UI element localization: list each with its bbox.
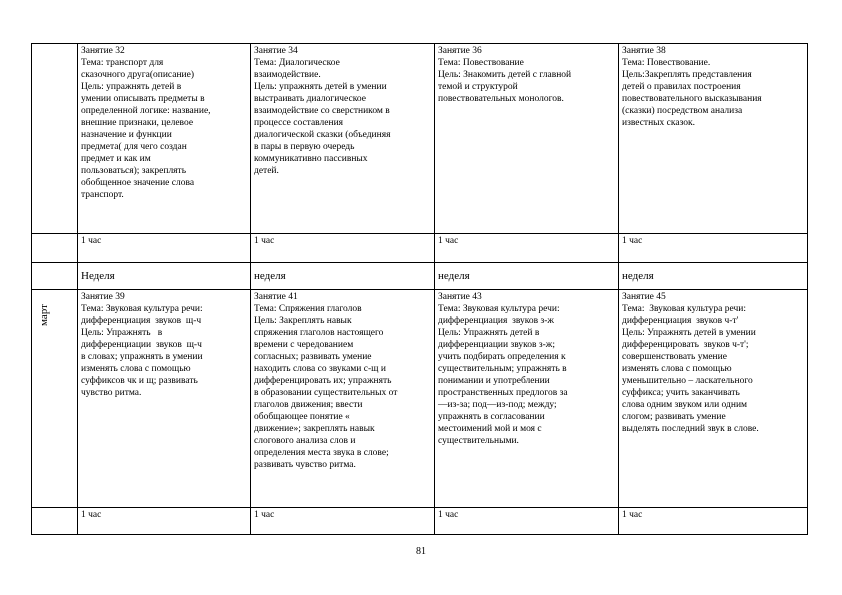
lesson-line: Тема: Звуковая культура речи: — [622, 304, 746, 314]
lesson-title: Занятие 39 — [81, 292, 125, 302]
lesson-plan-table — [31, 43, 808, 535]
lesson-line: глаголов движения; ввести — [254, 400, 363, 410]
lesson-line: существительным; упражнять в — [438, 364, 567, 374]
lesson-line: детей о правилах построения — [622, 82, 741, 92]
lesson-line: взаимодействие со сверстником в — [254, 106, 390, 116]
week-row — [32, 263, 808, 290]
lesson-line: процессе составления — [254, 118, 344, 128]
hours-cell: 1 час — [78, 234, 251, 263]
lesson-line: находить слова со звуками с-щ и — [254, 364, 386, 374]
lesson-line: местоимений мой и моя с — [438, 424, 542, 434]
lesson-line: повествовательного высказывания — [622, 94, 762, 104]
lesson-line: изменять слова с помощью — [622, 364, 732, 374]
hours-cell: 1 час — [435, 234, 619, 263]
month-cell-empty — [32, 234, 78, 263]
lesson-row-2 — [32, 290, 808, 508]
month-cell — [32, 290, 78, 508]
lesson-cell — [619, 44, 808, 234]
lesson-line: выстраивать диалогическое — [254, 94, 366, 104]
lesson-line: дифференциация звуков щ-ч — [81, 316, 202, 326]
lesson-line: известных сказок. — [622, 118, 696, 128]
month-cell-empty — [32, 508, 78, 535]
lesson-line: дифференцировать звуков ч-т'; — [622, 340, 749, 350]
lesson-line: слогового анализа слов и — [254, 436, 356, 446]
lesson-line: движение»; закреплять навык — [254, 424, 375, 434]
lesson-line: спряжения глаголов настоящего — [254, 328, 384, 338]
week-cell: неделя — [619, 263, 808, 290]
lesson-line: (сказки) посредством анализа — [622, 106, 743, 116]
lesson-title: Занятие 45 — [622, 292, 666, 302]
lesson-line: диалогической сказки (объединяя — [254, 130, 391, 140]
lesson-line: определения места звука в слове; — [254, 448, 389, 458]
lesson-line: согласных; развивать умение — [254, 352, 372, 362]
lesson-cell — [619, 290, 808, 508]
lesson-line: дифференциации звуков з-ж; — [438, 340, 555, 350]
lesson-cell — [78, 290, 251, 508]
lesson-cell — [251, 290, 435, 508]
lesson-line: в словах; упражнять в умении — [81, 352, 203, 362]
lesson-title: Занятие 41 — [254, 292, 298, 302]
lesson-line: —из-за; под—из-под; между; — [438, 400, 557, 410]
lesson-line: Тема: Повествование. — [622, 58, 711, 68]
lesson-line: коммуникативно пассивных — [254, 154, 368, 164]
lesson-line: Тема: Звуковая культура речи: — [438, 304, 560, 314]
lesson-line: Тема: Диалогическое — [254, 58, 340, 68]
lesson-title: Занятие 38 — [622, 46, 666, 56]
lesson-line: Цель: Закреплять навык — [254, 316, 352, 326]
lesson-line: изменять слова с помощью — [81, 364, 191, 374]
lesson-line: развивать чувство ритма. — [254, 460, 356, 470]
lesson-line: взаимодействие. — [254, 70, 321, 80]
lesson-row-1 — [32, 44, 808, 234]
hours-row-2 — [32, 508, 808, 535]
lesson-title: Занятие 32 — [81, 46, 125, 56]
month-cell-empty — [32, 263, 78, 290]
lesson-line: дифференцировать их; упражнять — [254, 376, 392, 386]
lesson-cell — [435, 44, 619, 234]
month-cell-empty — [32, 44, 78, 234]
lesson-line: Цель: Упражнять детей в — [438, 328, 540, 338]
lesson-line: чувство ритма. — [81, 388, 142, 398]
hours-cell: 1 час — [435, 508, 619, 535]
lesson-cell — [251, 44, 435, 234]
lesson-line: существительными. — [438, 436, 519, 446]
week-cell: неделя — [251, 263, 435, 290]
lesson-line: суффикса; учить заканчивать — [622, 388, 740, 398]
lesson-line: обобщенное значение слова — [81, 178, 195, 188]
lesson-line: Тема: Спряжения глаголов — [254, 304, 362, 314]
lesson-line: назначение и функции — [81, 130, 172, 140]
lesson-title: Занятие 43 — [438, 292, 482, 302]
lesson-line: пользоваться); закреплять — [81, 166, 187, 176]
hours-cell: 1 час — [619, 508, 808, 535]
lesson-line: выделять последний звук в слове. — [622, 424, 759, 434]
lesson-line: предмета( для чего создан — [81, 142, 187, 152]
month-label: март — [38, 304, 50, 326]
page-number: 81 — [416, 546, 426, 557]
lesson-title: Занятие 34 — [254, 46, 298, 56]
hours-cell: 1 час — [251, 508, 435, 535]
lesson-line: слогом; развивать умение — [622, 412, 726, 422]
hours-row-1 — [32, 234, 808, 263]
lesson-line: дифференциация звуков з-ж — [438, 316, 554, 326]
week-cell: неделя — [435, 263, 619, 290]
lesson-line: дифференциации звуков щ-ч — [81, 340, 202, 350]
lesson-line: учить подбирать определения к — [438, 352, 566, 362]
lesson-line: Цель: Упражнять в — [81, 328, 163, 338]
lesson-line: в образовании существительных от — [254, 388, 398, 398]
lesson-line: времени с чередованием — [254, 340, 354, 350]
lesson-cell — [435, 290, 619, 508]
hours-cell: 1 час — [619, 234, 808, 263]
lesson-line: обобщающее понятие « — [254, 412, 350, 422]
lesson-line: совершенствовать умение — [622, 352, 727, 362]
lesson-line: пространственных предлогов за — [438, 388, 568, 398]
lesson-line: Цель: упражнять детей в умении — [254, 82, 387, 92]
hours-cell: 1 час — [251, 234, 435, 263]
lesson-line: предмет и как им — [81, 154, 151, 164]
lesson-line: в пары в первую очередь — [254, 142, 355, 152]
lesson-line: умении описывать предметы в — [81, 94, 205, 104]
lesson-line: темой и структурой — [438, 82, 518, 92]
lesson-line: определенной логике: название, — [81, 106, 211, 116]
hours-cell: 1 час — [78, 508, 251, 535]
lesson-line: Тема: Звуковая культура речи: — [81, 304, 203, 314]
lesson-line: сказочного друга(описание) — [81, 70, 195, 80]
lesson-line: Цель:Закреплять представления — [622, 70, 752, 80]
week-cell: Неделя — [78, 263, 251, 290]
lesson-cell — [78, 44, 251, 234]
lesson-line: дифференциация звуков ч-т' — [622, 316, 739, 326]
lesson-line: внешние признаки, целевое — [81, 118, 194, 128]
lesson-line: понимании и употреблении — [438, 376, 550, 386]
lesson-line: уменьшительно – ласкательного — [622, 376, 753, 386]
lesson-line: Тема: транспорт для — [81, 58, 164, 68]
lesson-line: Цель: Упражнять детей в умении — [622, 328, 756, 338]
lesson-line: Цель: Знакомить детей с главной — [438, 70, 572, 80]
lesson-line: повествовательных монологов. — [438, 94, 564, 104]
lesson-line: детей. — [254, 166, 279, 176]
lesson-line: упражнять в согласовании — [438, 412, 545, 422]
lesson-line: суффиксов чк и щ; развивать — [81, 376, 198, 386]
lesson-line: Цель: упражнять детей в — [81, 82, 182, 92]
lesson-line: слова одним звуком или одним — [622, 400, 748, 410]
lesson-line: транспорт. — [81, 190, 124, 200]
lesson-title: Занятие 36 — [438, 46, 482, 56]
lesson-line: Тема: Повествование — [438, 58, 524, 68]
